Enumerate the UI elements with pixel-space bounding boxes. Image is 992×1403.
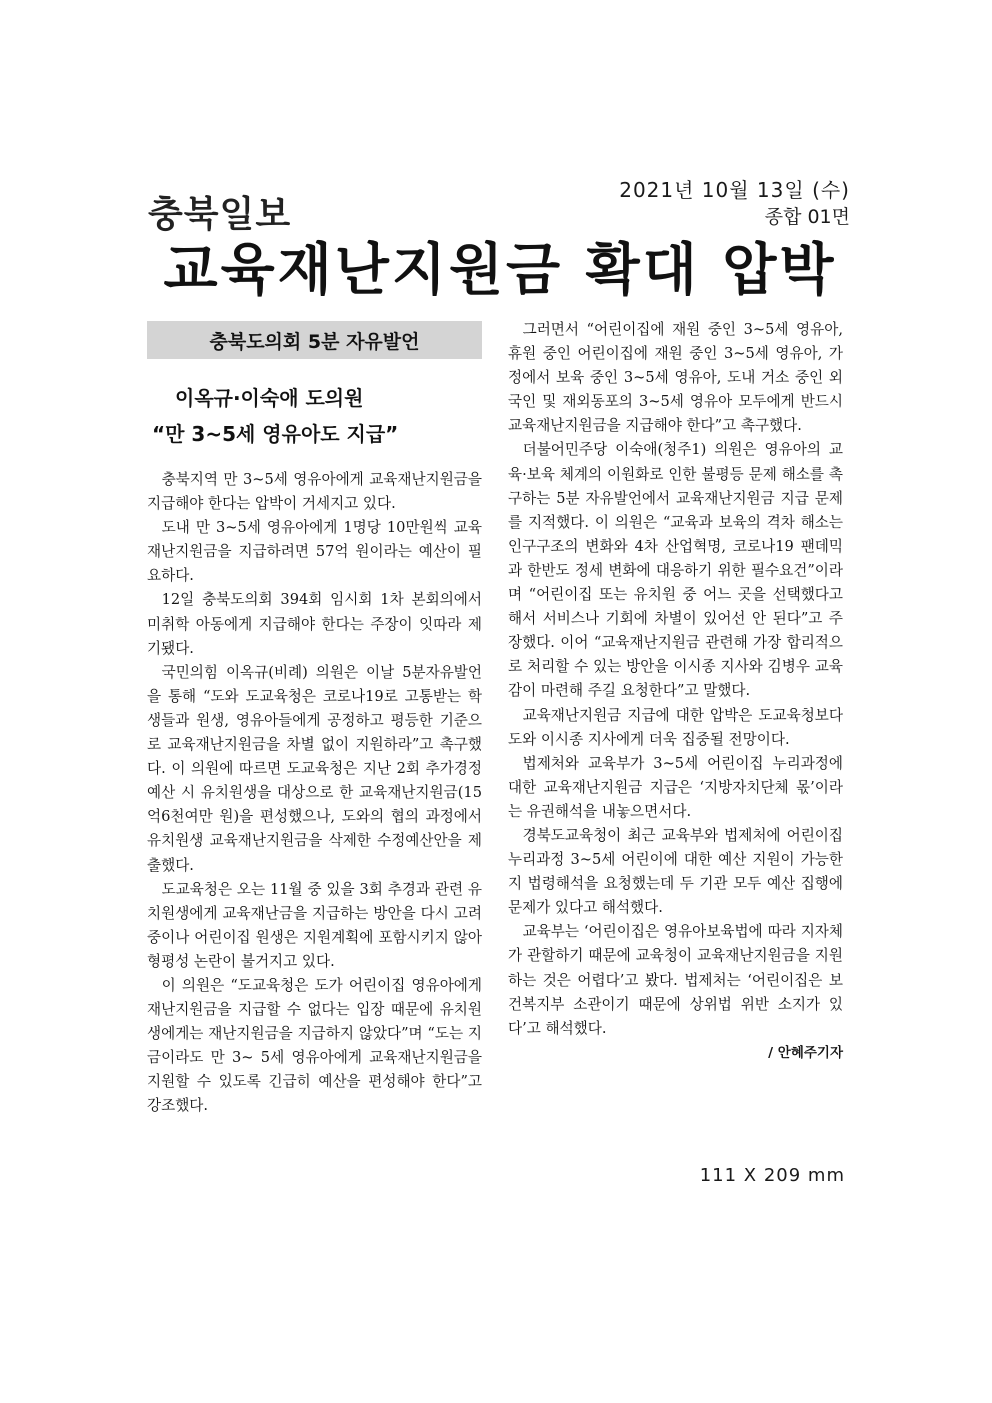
article-left-column [147,468,482,1119]
paragraph: 법제처와 교육부가 3~5세 어린이집 누리과정에 대한 교육재난지원금 지급은 ‘지방자치단체 몫’이라는 유권해석을 내놓으면서다. [508,754,843,820]
paragraph: 국민의힘 이옥규(비례) 의원은 이날 5분자유발언을 통해 “도와 도교육청은 코로나19로 고통받는 학생들과 원생, 영유아들에게 공정하고 평등한 기준으로 교육재난지원금을 차별 없이 지원하라”고 촉구했다. 이 의원에 따르면 도교육청은 지난 2회 추가경정예산 시 유치원생을 대상으로 한 교육재난지원금(15억6천여만 원)을 편성했으나, 도와의 협의 과정에서 유치원생 교육재난지원금을 삭제한 수정예산안을 제출했다. [147,663,482,874]
paragraph: 12일 충북도의회 394회 임시회 1차 본회의에서 미취학 아동에게 지급해야 한다는 주장이 잇따라 제기됐다. [147,591,482,657]
article-right-column [508,318,843,1065]
paragraph: 교육부는 ‘어린이집은 영유아보육법에 따라 지자체가 관할하기 때문에 교육청이 교육재난지원금을 지원하는 것은 어렵다’고 봤다. 법제처는 ‘어린이집은 보건복지부 소관이기 때문에 상위법 위반 소지가 있다’고 해석했다. [508,923,843,1037]
article-subhead-1: 이옥규·이숙애 도의원 [175,386,364,410]
article-headline: 교육재난지원금 확대 압박 [163,238,837,303]
paragraph: 도내 만 3~5세 영유아에게 1명당 10만원씩 교육재난지원금을 지급하려면 57억 원이라는 예산이 필요하다. [147,519,482,585]
article-subhead-2: “만 3~5세 영유아도 지급” [152,422,399,446]
clip-size: 111 X 209 mm [699,1165,845,1186]
paragraph: 교육재난지원금 지급에 대한 압박은 도교육청보다 도와 이시종 지사에게 더욱 집중될 전망이다. [508,706,843,748]
newspaper-masthead: 충북일보 [148,194,292,235]
paragraph: 경북도교육청이 최근 교육부와 법제처에 어린이집 누리과정 3~5세 어린이에 대한 예산 지원이 가능한지 법령해석을 요청했는데 두 기관 모두 예산 집행에 문제가 있다고 해석했다. [508,826,843,917]
paragraph: 더불어민주당 이숙애(청주1) 의원은 영유아의 교육·보육 체계의 이원화로 인한 불평등 문제 해소를 촉구하는 5분 자유발언에서 교육재난지원금 지급 문제를 지적했다. 이 의원은 “교육과 보육의 격차 해소는 인구구조의 변화와 4차 산업혁명, 코로나19 팬데믹과 한반도 정세 변화에 대응하기 위한 필수요건”이라며 “어린이집 또는 유치원 중 어느 곳을 선택했다고 해서 서비스나 기회에 차별이 있어선 안 된다”고 주장했다. 이어 “교육재난지원금 관련해 가장 합리적으로 처리할 수 있는 방안을 이시종 지사와 김병우 교육감이 마련해 주길 요청한다”고 말했다. [508,441,843,700]
paragraph: 도교육청은 오는 11월 중 있을 3회 추경과 관련 유치원생에게 교육재난금을 지급하는 방안을 다시 고려 중이나 어린이집 원생은 지원계획에 포함시키지 않아 형평성 논란이 불거지고 있다. [147,880,482,970]
paragraph: 충북지역 만 3~5세 영유아에게 교육재난지원금을 지급해야 한다는 압박이 거세지고 있다. [147,471,482,513]
publication-date: 2021년 10월 13일 (수) [619,178,850,202]
article-kicker: 충북도의회 5분 자유발언 [147,321,482,359]
paragraph: 그러면서 “어린이집에 재원 중인 3~5세 영유아, 휴원 중인 어린이집에 재원 중인 3~5세 영유아, 가정에서 보육 중인 3~5세 영유아, 도내 거소 중인 외국인 및 재외동포의 3~5세 영유아 모두에게 반드시 교육재난지원금을 지급해야 한다”고 촉구했다. [508,321,843,435]
page-section: 종합 01면 [764,206,850,228]
reporter-byline: / 안혜주기자 [768,1044,843,1061]
paragraph: 이 의원은 “도교육청은 도가 어린이집 영유아에게 재난지원금을 지급할 수 없다는 입장 때문에 유치원생에게는 재난지원금을 지급하지 않았다”며 “도는 지금이라도 만 3~ 5세 영유아에게 교육재난지원금을 지원할 수 있도록 긴급히 예산을 편성해야 한다”고 강조했다. [147,976,482,1115]
